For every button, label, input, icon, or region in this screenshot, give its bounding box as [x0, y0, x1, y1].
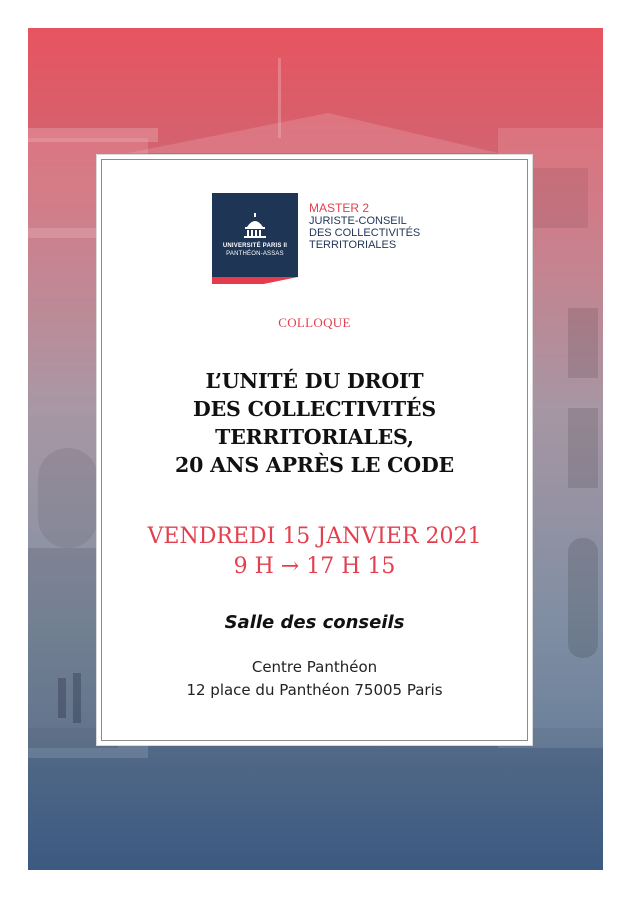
university-logo	[212, 193, 298, 277]
program-block	[309, 202, 420, 251]
event-venue: Centre Panthéon	[251, 658, 378, 676]
event-title-line: DES COLLECTIVITÉS	[193, 397, 436, 421]
event-title-line: L’UNITÉ DU DROIT	[205, 369, 424, 393]
program-line: JURISTE-CONSEIL	[309, 215, 407, 227]
program-line: DES COLLECTIVITÉS	[309, 227, 421, 239]
event-card	[97, 155, 532, 745]
event-room: Salle des conseils	[224, 612, 405, 633]
event-address: 12 place du Panthéon 75005 Paris	[186, 681, 443, 699]
event-title-line: 20 ANS APRÈS LE CODE	[175, 453, 454, 477]
pantheon-dome-icon	[240, 213, 270, 239]
program-title: MASTER 2	[309, 201, 370, 215]
event-time: 9 H → 17 H 15	[233, 554, 396, 579]
event-title	[97, 367, 532, 479]
program-line: TERRITORIALES	[309, 239, 397, 251]
logo-university-line2: PANTHÉON-ASSAS	[226, 251, 284, 257]
logo-university-line1: UNIVERSITÉ PARIS II	[222, 243, 288, 249]
event-date: VENDREDI 15 JANVIER 2021	[147, 524, 482, 549]
event-type: COLLOQUE	[278, 315, 351, 330]
event-title-line: TERRITORIALES,	[215, 425, 414, 449]
